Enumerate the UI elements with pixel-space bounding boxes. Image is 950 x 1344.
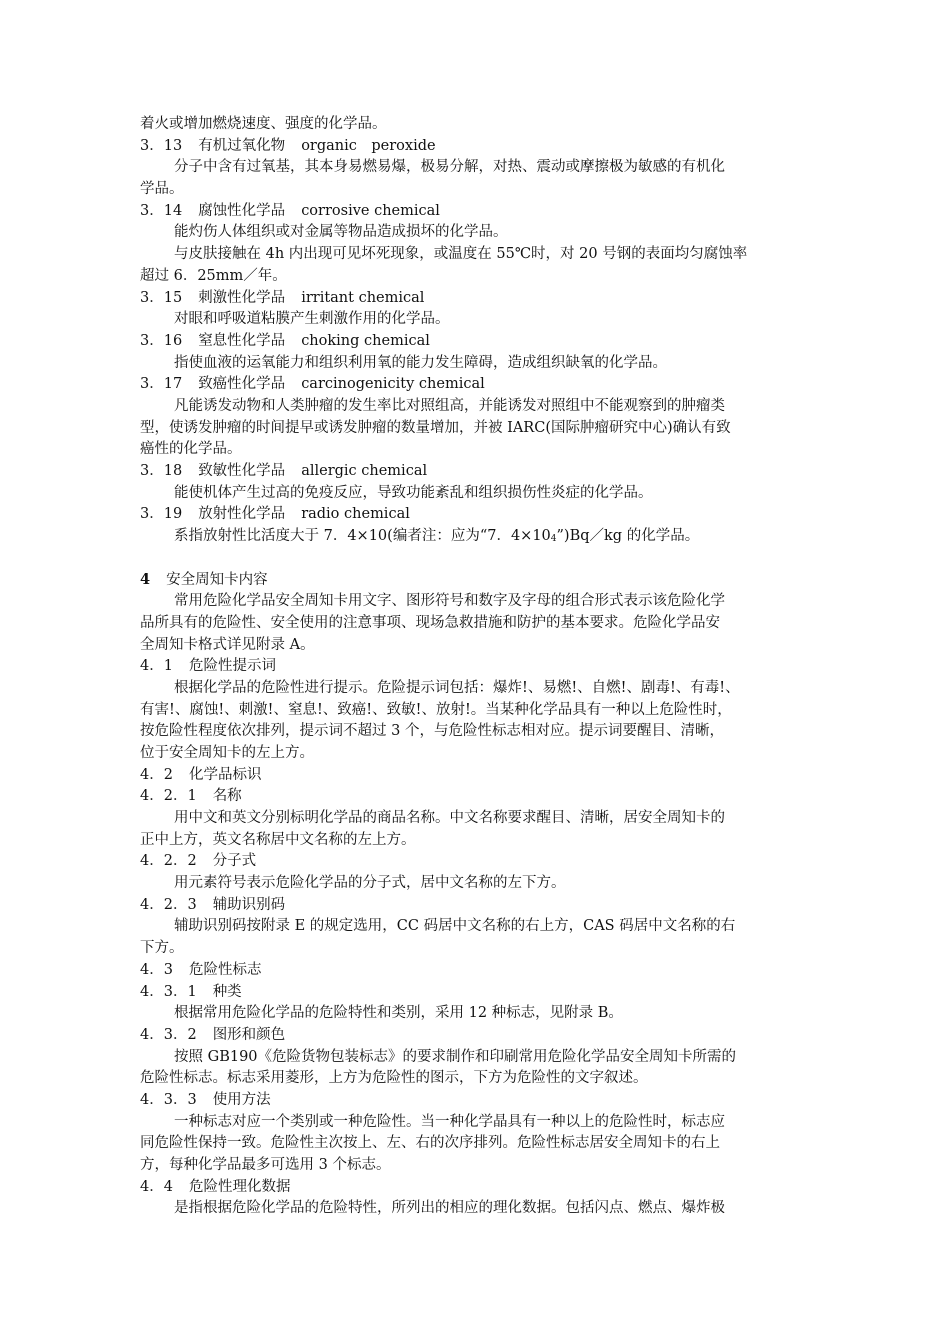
section-title: 刺激性化学品 [198, 289, 286, 306]
text-run: 方，每种化学品最多可选用 3 个标志。 [140, 1157, 391, 1173]
text-line [140, 635, 812, 657]
section-title: 化学品标识 [188, 766, 262, 783]
section-number: 4．3．2 [140, 1026, 197, 1043]
section-number: 4．4 [140, 1178, 173, 1195]
text-line [140, 700, 812, 722]
text-run: 指使血液的运氧能力和组织利用氧的能力发生障碍，造成组织缺氧的化学品。 [174, 354, 667, 371]
text-line [140, 721, 812, 743]
text-line [140, 895, 812, 917]
text-line [140, 960, 812, 982]
text-line [140, 1133, 812, 1155]
text-line [140, 1047, 812, 1069]
text-line [140, 288, 812, 310]
text-line [140, 1003, 812, 1025]
english-term: radio chemical [301, 506, 410, 523]
section-number: 3．15 [140, 289, 183, 306]
section-title: 放射性化学品 [198, 506, 286, 523]
text-line [140, 309, 812, 331]
text-run: ”)Bq／kg 的化学品。 [556, 528, 700, 545]
text-run: 能灼伤人体组织或对金属等物品造成损坏的化学品。 [174, 224, 508, 241]
english-term: organic peroxide [301, 137, 436, 154]
text-run: 系指放射性比活度大于 7．4×10(编者注：应为“7．4×10 [174, 528, 551, 545]
text-run: 4 [550, 534, 557, 545]
text-line [140, 201, 812, 223]
text-line [140, 678, 812, 700]
section-number: 4．1 [140, 658, 173, 675]
text-line [140, 439, 812, 461]
text-run: 一种标志对应一个类别或一种危险性。当一种化学晶具有一种以上的危险性时，标志应 [174, 1113, 725, 1130]
section-number: 3．16 [140, 332, 183, 349]
text-run: 型，使诱发肿瘤的时间提早或诱发肿瘤的数量增加，并被 IARC(国际肿瘤研究中心)确认有致 [140, 419, 731, 436]
section-number: 4．2．2 [140, 853, 197, 870]
section-number: 4 [140, 571, 151, 589]
section-title: 致敏性化学品 [198, 463, 286, 479]
text-line [140, 938, 812, 960]
text-run: 用中文和英文分别标明化学品的商品名称。中文名称要求醒目、清晰，居安全周知卡的 [174, 810, 725, 826]
text-line [140, 1112, 812, 1134]
text-line [140, 374, 812, 396]
text-run: 按危险性程度依次排列，提示词不超过 3 个，与危险性标志相对应。提示词要醒目、清晰， [140, 723, 724, 740]
text-line [140, 591, 812, 613]
text-line [140, 418, 812, 440]
section-number: 3．13 [140, 137, 183, 154]
text-run: 下方。 [140, 940, 184, 957]
text-line [140, 786, 812, 808]
section-title: 腐蚀性化学品 [198, 202, 286, 219]
text-line [140, 353, 812, 375]
text-run: 学品。 [140, 181, 184, 198]
text-line [140, 569, 812, 591]
text-line [140, 504, 812, 526]
section-number: 4．3 [140, 961, 173, 978]
text-run: 位于安全周知卡的左上方。 [140, 744, 314, 761]
section-title: 使用方法 [212, 1091, 271, 1108]
section-title: 种类 [212, 983, 242, 1000]
section-title: 名称 [212, 788, 242, 805]
text-line [140, 1198, 812, 1220]
section-title: 危险性理化数据 [188, 1178, 291, 1195]
text-run: 危险性标志。标志采用菱形，上方为危险性的图示，下方为危险性的文字叙述。 [140, 1070, 648, 1087]
section-title: 图形和颜色 [212, 1026, 286, 1043]
section-title: 辅助识别码 [212, 896, 286, 913]
text-line [140, 656, 812, 678]
text-line [140, 743, 812, 765]
section-title: 危险性标志 [188, 961, 262, 978]
text-line [140, 1155, 812, 1177]
text-line [140, 461, 812, 483]
english-term: irritant chemical [301, 289, 425, 306]
text-line [140, 396, 812, 418]
text-line [140, 808, 812, 830]
text-run: 品所具有的危险性、安全使用的注意事项、现场急救措施和防护的基本要求。危险化学品安 [140, 614, 720, 631]
text-run: 根据化学品的危险性进行提示。危险提示词包括：爆炸!、易燃!、自燃!、剧毒!、有毒!、 [174, 679, 740, 696]
text-line [140, 331, 812, 353]
english-term: choking chemical [301, 332, 430, 349]
text-run: 着火或增加燃烧速度、强度的化学品。 [140, 116, 387, 132]
text-run: 用元素符号表示危险化学品的分子式，居中文名称的左下方。 [174, 875, 566, 892]
text-run: 癌性的化学品。 [140, 441, 242, 458]
document-page [140, 114, 812, 1220]
text-run: 有害!、腐蚀!、刺激!、窒息!、致癌!、致敏!、放射!。当某种化学品具有一种以上危险性时， [140, 701, 732, 718]
text-run: 对眼和呼吸道粘膜产生刺激作用的化学品。 [174, 311, 450, 328]
text-line [140, 613, 812, 635]
section-number: 4．2．1 [140, 788, 197, 805]
section-title: 安全周知卡内容 [166, 572, 268, 589]
section-number: 3．17 [140, 376, 183, 393]
section-number: 4．3．3 [140, 1091, 197, 1108]
text-line [140, 1090, 812, 1112]
text-line [140, 244, 812, 266]
text-line [140, 830, 812, 852]
text-run: 分子中含有过氧基，其本身易燃易爆，极易分解，对热、震动或摩擦极为敏感的有机化 [174, 159, 725, 176]
text-run: 根据常用危险化学品的危险特性和类别，采用 12 种标志，见附录 B。 [174, 1005, 623, 1022]
text-run: 辅助识别码按附录 E 的规定选用，CC 码居中文名称的右上方，CAS 码居中文名称的右 [174, 918, 736, 935]
text-run: 是指根据危险化学品的危险特性，所列出的相应的理化数据。包括闪点、燃点、爆炸极 [174, 1200, 725, 1217]
text-run: 正中上方，英文名称居中文名称的左上方。 [140, 831, 416, 848]
text-line [140, 873, 812, 895]
text-run: 按照 GB190《危险货物包装标志》的要求制作和印刷常用危险化学品安全周知卡所需的 [174, 1048, 737, 1065]
section-title: 致癌性化学品 [198, 376, 286, 393]
text-line [140, 1068, 812, 1090]
section-title: 分子式 [212, 853, 257, 870]
text-line [140, 765, 812, 787]
section-title: 窒息性化学品 [198, 332, 286, 349]
section-number: 3．19 [140, 506, 183, 523]
section-number: 4．3．1 [140, 983, 197, 1000]
english-term: corrosive chemical [301, 202, 440, 219]
text-line [140, 114, 812, 136]
section-title: 有机过氧化物 [198, 137, 286, 154]
text-run: 全周知卡格式详见附录 A。 [140, 636, 315, 653]
text-line [140, 222, 812, 244]
text-line [140, 916, 812, 938]
text-line [140, 1177, 812, 1199]
english-term: carcinogenicity chemical [301, 376, 485, 393]
text-run: 与皮肤接触在 4h 内出现可见坏死现象，或温度在 55℃时，对 20 号钢的表面均匀腐蚀率 [174, 246, 748, 263]
text-line [140, 157, 812, 179]
text-line [140, 1025, 812, 1047]
text-run: 能使机体产生过高的免疫反应，导致功能紊乱和组织损伤性炎症的化学品。 [174, 484, 653, 501]
text-line [140, 982, 812, 1004]
text-run: 常用危险化学品安全周知卡用文字、图形符号和数字及字母的组合形式表示该危险化学 [174, 593, 725, 610]
blank-line [140, 548, 812, 570]
text-line [140, 483, 812, 505]
text-line [140, 179, 812, 201]
text-line [140, 526, 812, 548]
english-term: allergic chemical [301, 463, 428, 479]
section-title: 危险性提示词 [188, 658, 276, 675]
section-number: 3．18 [140, 463, 183, 479]
text-line [140, 136, 812, 158]
text-run: 同危险性保持一致。危险性主次按上、左、右的次序排列。危险性标志居安全周知卡的右上 [140, 1135, 720, 1152]
text-line [140, 266, 812, 288]
text-run: 超过 6．25mm／年。 [140, 267, 287, 284]
text-line [140, 851, 812, 873]
text-run: 凡能诱发动物和人类肿瘤的发生率比对照组高，并能诱发对照组中不能观察到的肿瘤类 [174, 397, 725, 414]
section-number: 4．2．3 [140, 896, 197, 913]
section-number: 4．2 [140, 766, 173, 783]
section-number: 3．14 [140, 202, 183, 219]
